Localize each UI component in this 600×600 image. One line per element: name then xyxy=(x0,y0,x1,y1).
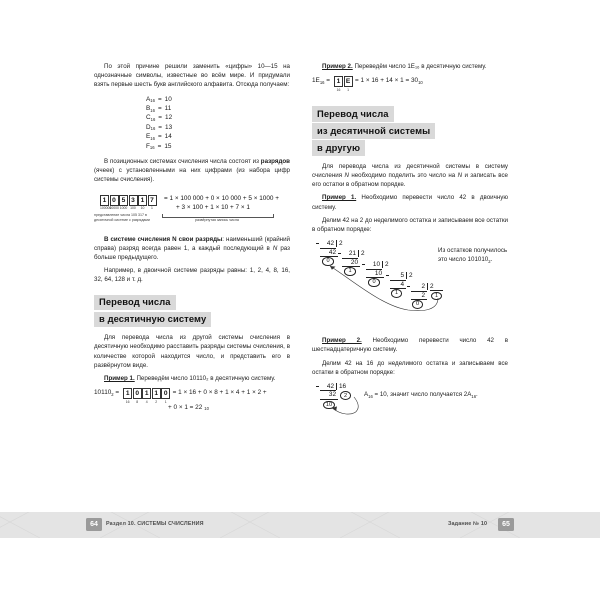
expanded-equation-line1: = 1 × 100 000 + 0 × 10 000 + 5 × 1000 + xyxy=(164,194,279,202)
method-text-1: Для перевода числа из десятичной системы в систему счисления xyxy=(312,162,508,179)
subtrahend: 32 xyxy=(320,391,338,400)
digit-weight: 16 xyxy=(336,87,341,92)
division-cascade-binary xyxy=(312,240,508,318)
digit-value: 0 xyxy=(110,195,119,206)
digit-value: 3 xyxy=(129,195,138,206)
footer-label-right: Задание № 10 xyxy=(448,521,488,527)
dividend: 21 xyxy=(342,250,358,259)
subtrahend: 20 xyxy=(342,259,360,267)
hex-letter: C xyxy=(146,114,151,122)
section-heading-to-decimal xyxy=(94,295,290,328)
hex-letter-base: 16 xyxy=(150,135,155,141)
example-label: Пример 1. xyxy=(104,374,135,382)
hex-letter: A xyxy=(146,95,151,103)
digit-value: 1 xyxy=(138,195,147,206)
example-label: Пример 2. xyxy=(322,337,362,345)
heading-line-1: Перевод числа xyxy=(312,106,394,122)
note-letter-sub: 16 xyxy=(368,393,373,399)
method-italic-1: N xyxy=(344,171,349,179)
hex-letter-base: 16 xyxy=(150,107,155,113)
binary-equation-line2-wrap xyxy=(168,403,290,413)
quotient: 2 xyxy=(340,391,351,400)
section-heading-from-decimal xyxy=(312,106,508,156)
digit-weight: 8 xyxy=(136,399,139,404)
hex-value: 12 xyxy=(165,114,173,122)
digit-cell xyxy=(119,195,128,211)
remainder: 1 xyxy=(344,267,355,276)
dividend: 5 xyxy=(390,272,406,281)
hex-value: 11 xyxy=(164,105,172,113)
subtrahend: 10 xyxy=(366,270,384,278)
hex-result-sub: 10 xyxy=(418,79,423,85)
ranks-paragraph xyxy=(94,235,290,263)
expanded-equation-line2: + 3 × 100 + 1 × 10 + 7 × 1 xyxy=(176,203,250,211)
dividend: 10 xyxy=(366,261,382,270)
positional-text-2: (ячеек) с установленными на них цифрами (из набора цифр системы счисления). xyxy=(94,167,290,184)
ranks-italic: N xyxy=(272,244,278,252)
digit-cell xyxy=(142,388,151,404)
digit-cell xyxy=(129,195,138,211)
digit-weight: 100000 xyxy=(100,206,112,211)
note-rest-sub: 16 xyxy=(471,393,477,399)
digit-boxes xyxy=(123,388,171,404)
method-text-2: необходимо поделить это число на xyxy=(348,171,458,179)
digit-weight: 1 xyxy=(347,87,349,92)
page-number-left: 64 xyxy=(86,518,102,531)
binary-expansion-figure xyxy=(94,388,290,413)
hex-lead: $1E_{16}$ = xyxy=(312,77,331,85)
page-sheet xyxy=(84,62,516,540)
right-page-column xyxy=(312,62,508,421)
method-paragraph-right xyxy=(312,162,508,190)
example-text: Переведём число 1E₁₆ в десятичную систему. xyxy=(352,63,487,70)
divisor: 16 xyxy=(336,383,353,390)
hex-value: 15 xyxy=(164,142,172,150)
digit-value: 0 xyxy=(161,388,170,399)
division-note-text: Из остатков получилось это число 101010 xyxy=(438,247,508,264)
digit-weight: 2 xyxy=(155,399,158,404)
digit-cell xyxy=(344,76,353,92)
method-text-3: и записать все его остатки в обратном порядке. xyxy=(312,171,508,189)
note-letter: A xyxy=(364,390,369,398)
hex-letter: D xyxy=(146,123,151,131)
note-rest: = 10, значит число получается 2A xyxy=(372,390,472,398)
digit-cell xyxy=(152,388,161,404)
hex-number: 1E xyxy=(312,77,320,85)
footer-label-left: Раздел 10. СИСТЕМЫ СЧИСЛЕНИЯ xyxy=(106,521,204,527)
reverse-order-arrow xyxy=(312,383,508,417)
positional-paragraph xyxy=(94,157,290,185)
digit-cell xyxy=(110,195,119,211)
example1-right-instruction: Делим 42 на 2 до неделимого остатка и записываем все остатки в обратном порядке: xyxy=(312,216,508,233)
positional-text-1: В позиционных системах счисления числа состоят из xyxy=(104,158,261,166)
digit-value: 1 xyxy=(142,388,151,399)
digit-cell xyxy=(148,195,157,211)
remainder: 0 xyxy=(368,278,379,287)
subtrahend: 42 xyxy=(320,249,338,257)
hex-expansion-figure xyxy=(312,76,508,96)
hex-value: 13 xyxy=(165,123,173,131)
hex-base: 16 xyxy=(319,79,325,85)
digit-boxes xyxy=(334,76,353,92)
binary-equation-line2: + 0 × 1 = 22 xyxy=(168,403,203,411)
digit-weight: 16 xyxy=(125,399,130,404)
digit-weight: 10000 xyxy=(109,206,119,211)
example-text: Переведём число 10110₂ в десятичную систему. xyxy=(134,374,276,382)
digit-value: 0 xyxy=(133,388,142,399)
digit-value: 1 xyxy=(334,76,343,87)
example-label: Пример 2. xyxy=(322,63,353,70)
hex-letter-base: 16 xyxy=(150,98,155,104)
positional-bold: разрядов xyxy=(260,158,290,166)
digit-weight: 1 xyxy=(164,399,167,404)
note-end: . xyxy=(476,390,478,398)
digit-value: 5 xyxy=(119,195,128,206)
heading-line-2: в десятичную систему xyxy=(94,312,211,328)
heading-line-3: в другую xyxy=(312,140,365,156)
heading-line-1: Перевод числа xyxy=(94,295,176,311)
hex-letter: B xyxy=(146,105,151,113)
divisor: 2 xyxy=(427,283,440,290)
example-label: Пример 1. xyxy=(322,194,357,202)
remainder: 1 xyxy=(391,289,402,298)
ranks-bold: В системе счисления N свои разряды xyxy=(104,235,223,243)
figure-caption-left: представление числа 105 317 в десятичной системе с разрядами xyxy=(94,212,150,222)
remainder: 0 xyxy=(412,300,423,309)
digit-boxes xyxy=(100,195,157,211)
digit-weight: 1000 xyxy=(119,206,128,211)
hex-value: 14 xyxy=(164,133,172,141)
digit-cell xyxy=(133,388,142,404)
ranks-text-1: : наименьший (крайний справа) разряд всегда равен 1, а каждый последующий в xyxy=(94,235,291,252)
digit-value: E xyxy=(344,76,353,87)
hex-value: 10 xyxy=(164,95,172,103)
dividend: 42 xyxy=(320,240,336,249)
hex-letter-base: 16 xyxy=(150,126,156,132)
division-cascade-hex xyxy=(312,383,508,417)
digit-cell xyxy=(334,76,343,92)
page-number-right: 65 xyxy=(498,518,514,531)
digit-weight: 100 xyxy=(130,206,136,211)
list-item: $B_{16} = 11$ xyxy=(146,105,172,113)
hex-equation xyxy=(355,76,423,86)
example2-dec-caption xyxy=(312,62,508,71)
digit-weight: 1 xyxy=(151,206,153,211)
digit-value: 1 xyxy=(152,388,161,399)
hex-letter-base: 16 xyxy=(150,117,156,123)
hex-equation-text: = 1 × 16 + 14 × 1 = 30 xyxy=(355,77,419,85)
intro-paragraph: По этой причине решили заменить «цифры» 10—15 на однозначные символы, известные во всём мире. И придумали взять первые шесть букв английского алфавита. Отсюда получаем: xyxy=(94,63,290,89)
remainder: 1 xyxy=(431,292,442,301)
digit-cell xyxy=(123,388,132,404)
method-italic-2: N xyxy=(457,171,463,179)
binary-equation-line1: = 1 × 16 + 0 × 8 + 1 × 4 + 1 × 2 + xyxy=(172,389,267,397)
two-column-layout xyxy=(84,62,516,502)
example-text: Необходимо перевести число 42 в шестнадцатеричную систему. xyxy=(312,337,508,354)
dividend: 2 xyxy=(411,283,427,292)
list-item: $A_{16} = 10$ xyxy=(146,95,172,104)
divisor: 2 xyxy=(336,240,349,247)
example1-right-caption xyxy=(312,193,508,211)
list-item: $D_{16} = 13$ xyxy=(146,123,173,132)
division-note-binary: Из остатков получилось это число $101010_2$. xyxy=(438,247,508,264)
divisor: 2 xyxy=(406,272,419,279)
binary-base: 2 xyxy=(111,391,114,397)
list-item: $C_{16} = 12$ xyxy=(146,114,173,123)
footer-band xyxy=(0,512,600,538)
digit-cell xyxy=(138,195,147,211)
digit-weight: 10 xyxy=(140,206,145,211)
method-paragraph-left: Для перевода числа из другой системы счисления в десятичную необходимо расставить разряды системы счисления, в количестве которой находится число, и представить его в развёрнутом виде. xyxy=(94,334,290,369)
digit-weight: 4 xyxy=(145,399,148,404)
hex-letter-base: 16 xyxy=(149,145,155,151)
list-item: $E_{16} = 14$ xyxy=(146,133,172,141)
hex-letter: F xyxy=(146,142,150,150)
subtrahend: 2 xyxy=(411,292,427,300)
example-text: Необходимо перевести число 42 в двоичную систему. xyxy=(312,194,508,211)
example2-right-caption xyxy=(312,336,508,354)
expanded-notation-figure xyxy=(94,191,290,231)
divisor: 2 xyxy=(358,250,371,257)
dividend: 42 xyxy=(320,383,336,392)
digit-value: 7 xyxy=(148,195,157,206)
example2-right-instruction: Делим 42 на 16 до неделимого остатка и записываем все остатки в обратном порядке: xyxy=(312,359,508,376)
digit-cell xyxy=(161,388,170,404)
division-note-sub: 2 xyxy=(488,258,491,264)
left-page-column xyxy=(94,62,290,418)
remainder: 10 xyxy=(323,401,334,410)
ranks-text-2: раз больше предыдущего. xyxy=(94,244,290,262)
heading-line-2: из десятичной системы xyxy=(312,123,435,139)
hex-letter-list xyxy=(94,95,290,151)
binary-result-sub: 10 xyxy=(204,406,209,412)
hex-letter: E xyxy=(146,133,151,141)
subtrahend: 4 xyxy=(390,281,406,289)
digit-value: 1 xyxy=(123,388,132,399)
digit-value: 1 xyxy=(100,195,109,206)
division-note-hex xyxy=(364,390,504,399)
divisor: 2 xyxy=(382,261,395,268)
binary-number: 10110 xyxy=(94,389,112,397)
ranks-example-paragraph: Например, в двоичной системе разряды равны: 1, 2, 4, 8, 16, 32, 64, 128 и т. д. xyxy=(94,267,290,284)
list-item: $F_{16} = 15$ xyxy=(146,142,172,151)
figure-caption-right: развёрнутая запись числа xyxy=(195,217,239,222)
binary-lead: $10110_2$ = xyxy=(94,389,120,397)
example1-left-caption xyxy=(94,374,290,383)
digit-cell xyxy=(100,195,112,211)
remainder: 0 xyxy=(322,257,333,266)
